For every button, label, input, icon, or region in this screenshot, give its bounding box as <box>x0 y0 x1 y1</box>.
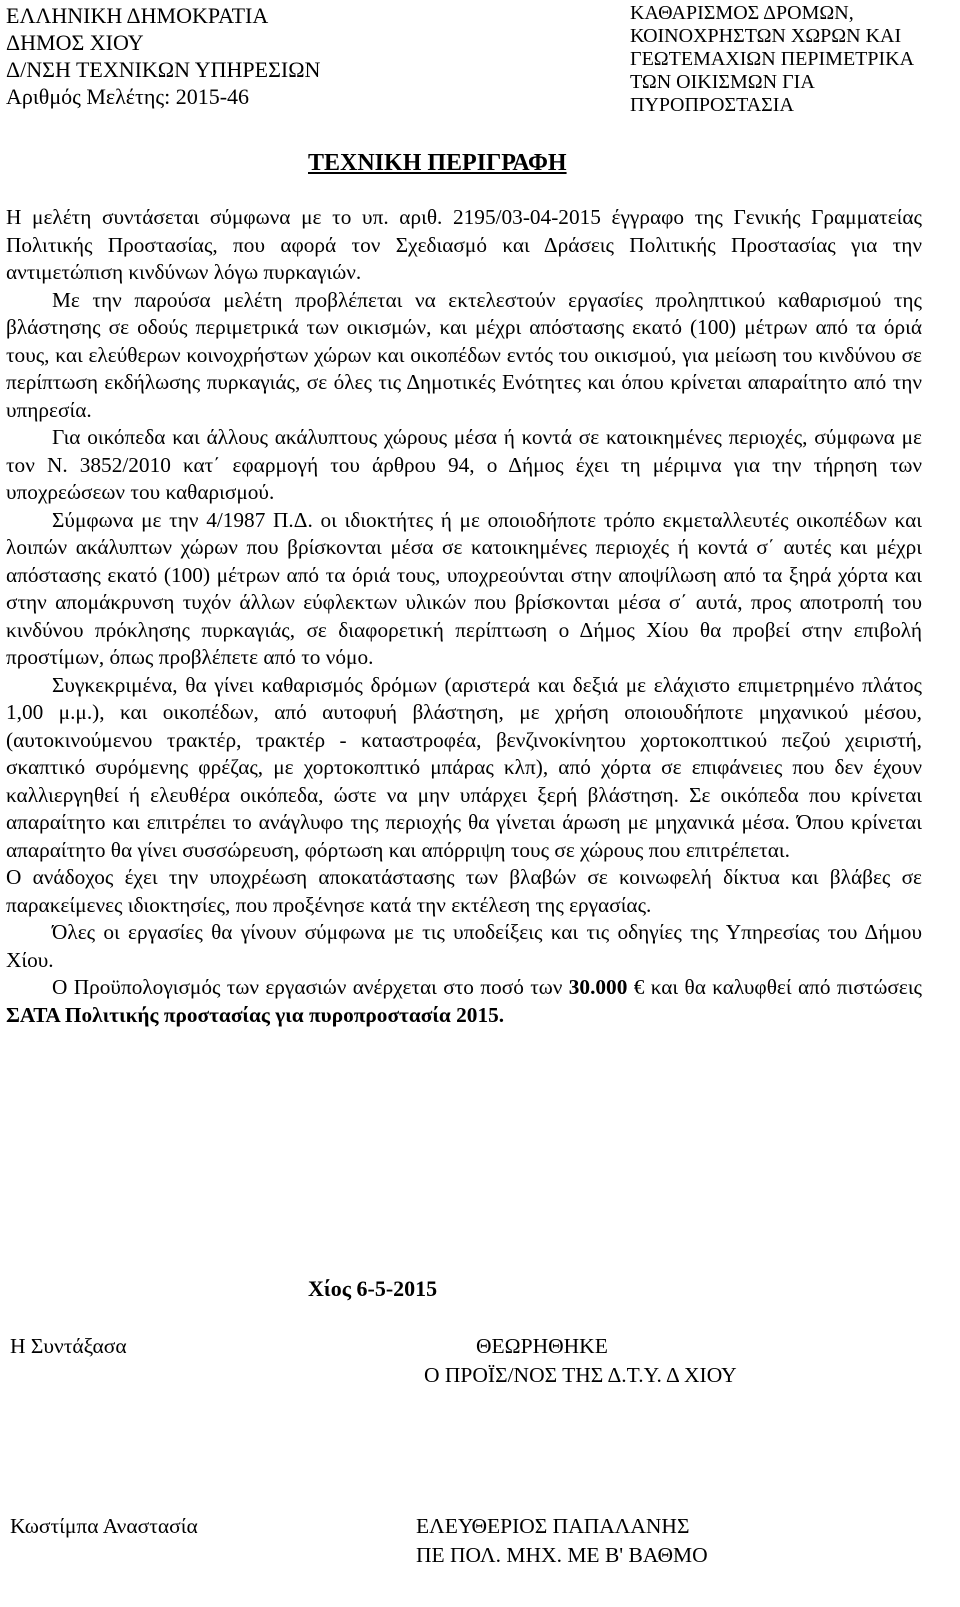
project-title-line: ΠΥΡΟΠΡΟΣΤΑΣΙΑ <box>630 94 794 116</box>
budget-paragraph <box>6 974 922 1029</box>
header-municipality: ΔΗΜΟΣ ΧΙΟΥ <box>6 30 144 55</box>
budget-text: Ο Προϋπολογισμός των εργασιών ανέρχεται στο ποσό των <box>52 975 569 999</box>
body-paragraph: Ο ανάδοχος έχει την υποχρέωση αποκατάστασης των βλαβών σε κοινωφελή δίκτυα και βλάβες σε παρακείμενες ιδιοκτησίες, που προξένησε κατά την εκτέλεση της εργασίας. <box>6 865 922 917</box>
project-title-line: ΚΑΘΑΡΙΣΜΟΣ ΔΡΟΜΩΝ, <box>630 2 854 24</box>
project-title-line: ΚΟΙΝΟΧΡΗΣΤΩΝ ΧΩΡΩΝ ΚΑΙ <box>630 25 902 47</box>
signature-right-rank: ΠΕ ΠΟΛ. ΜΗΧ. ΜΕ Β' ΒΑΘΜΟ <box>416 1543 708 1567</box>
project-title-line: ΤΩΝ ΟΙΚΙΣΜΩΝ ΓΙΑ <box>630 71 815 93</box>
project-title-line: ΓΕΩΤΕΜΑΧΙΩΝ ΠΕΡΙΜΕΤΡΙΚΑ <box>630 48 915 70</box>
signature-left-role: Η Συντάξασα <box>10 1334 127 1358</box>
body-paragraph: Όλες οι εργασίες θα γίνουν σύμφωνα με τις υποδείξεις και τις οδηγίες της Υπηρεσίας του Δήμου Χίου. <box>6 920 922 972</box>
document-title: ΤΕΧΝΙΚΗ ΠΕΡΙΓΡΑΦΗ <box>308 150 567 176</box>
header-country: ΕΛΛΗΝΙΚΗ ΔΗΜΟΚΡΑΤΙΑ <box>6 3 269 28</box>
budget-text: € και θα καλυφθεί από πιστώσεις <box>627 975 922 999</box>
body-paragraph: Με την παρούσα μελέτη προβλέπεται να εκτελεστούν εργασίες προληπτικού καθαρισμού της βλάστησης σε οδούς περιμετρικά των οικισμών, και μέχρι απόστασης εκατό (100) μέτρων από τα όριά τους, και ελεύθερων κοινοχρήστων χώρων και οικοπέδων εντός του οικισμού, για μείωση του κινδύνου σε περίπτωση εκδήλωσης πυρκαγιάς, σε όλες τις Δημοτικές Ενότητες και όπου κρίνεται απαραίτητο από την υπηρεσία. <box>6 287 922 422</box>
signature-right-role: ΘΕΩΡΗΘΗΚΕ <box>476 1334 608 1358</box>
header-department: Δ/ΝΣΗ ΤΕΧΝΙΚΩΝ ΥΠΗΡΕΣΙΩΝ <box>6 57 321 82</box>
header-study-number: Αριθμός Μελέτης: 2015-46 <box>6 84 250 109</box>
body-paragraph: Η μελέτη συντάσεται σύμφωνα με το υπ. αριθ. 2195/03-04-2015 έγγραφο της Γενικής Γραμματείας Πολιτικής Προστασίας, που αφορά τον Σχεδιασμό και Δράσεις Πολιτικής Προστασίας για την αντιμετώπιση κινδύνων λόγω πυρκαγιών. <box>6 205 922 284</box>
body-paragraph: Συγκεκριμένα, θα γίνει καθαρισμός δρόμων (αριστερά και δεξιά με ελάχιστο επιμετρημένο πλάτος 1,00 μ.μ.), και οικοπέδων, από αυτοφυή βλάστηση, με χρήση οποιουδήποτε μηχανικού μέσου, (αυτοκινούμενου τρακτέρ, τρακτέρ - καταστροφέα, βενζινοκίνητου χορτοκοπτικού πεζού χειριστή, σκαπτικό συρόμενης φρέζας, με χορτοκοπτικό μπάρας κλπ), από χόρτα σε επιφάνειες που δεν έχουν καλλιεργηθεί ή ελευθέρα οικόπεδα, ώστε να μην υπάρχει ξερή βλάστηση. Σε οικόπεδα που κρίνεται απαραίτητο και επιτρέπει το ανάγλυφο της περιοχής θα γίνεται άρωση με μηχανικά μέσα. Όπου κρίνεται απαραίτητο θα γίνει συσσώρευση, φόρτωση και απόρριψη τους σε χώρους που επιτρέπεται. <box>6 672 922 862</box>
budget-funding-source: ΣΑΤΑ Πολιτικής προστασίας για πυροπροστασία 2015. <box>6 1002 505 1027</box>
body-paragraph: Για οικόπεδα και άλλους ακάλυπτους χώρους μέσα ή κοντά σε κατοικημένες περιοχές, σύμφωνα με τον Ν. 3852/2010 κατ΄ εφαρμογή του άρθρου 94, ο Δήμος έχει τη μέριμνα για την τήρηση των υποχρεώσεων του καθαρισμού. <box>6 425 922 504</box>
signature-right-name: ΕΛΕΥΘΕΡΙΟΣ ΠΑΠΑΛΑΝΗΣ <box>416 1514 690 1538</box>
header-left <box>6 2 320 110</box>
header-right-project-title <box>630 2 960 117</box>
document-date: Χίος 6-5-2015 <box>308 1276 438 1301</box>
body-paragraph: Σύμφωνα με την 4/1987 Π.Δ. οι ιδιοκτήτες ή με οποιοδήποτε τρόπο εκμεταλλευτές οικοπέδων και λοιπών ακάλυπτων χώρων που βρίσκονται μέσα σε κατοικημένες περιοχές ή κοντά σ΄ αυτές και μέχρι απόστασης εκατό (100) μέτρων από τα όριά τους, υποχρεούνται στην αποψίλωση από τα ξηρά χόρτα και στην απομάκρυνση τυχόν άλλων εύφλεκτων υλικών που βρίσκονται μέσα σ΄ αυτά, προς αποτροπή του κινδύνου πρόκλησης πυρκαγιάς, σε διαφορετική περίπτωση ο Δήμος Χίου θα προβεί στην επιβολή προστίμων, όπως προβλέπετε από το νόμο. <box>6 507 922 669</box>
signature-right-role-title: Ο ΠΡΟΪΣ/ΝΟΣ ΤΗΣ Δ.Τ.Υ. Δ ΧΙΟΥ <box>424 1363 737 1387</box>
budget-amount: 30.000 <box>568 975 628 999</box>
signature-left-name: Κωστίμπα Αναστασία <box>10 1514 198 1538</box>
document-body <box>6 204 922 1029</box>
